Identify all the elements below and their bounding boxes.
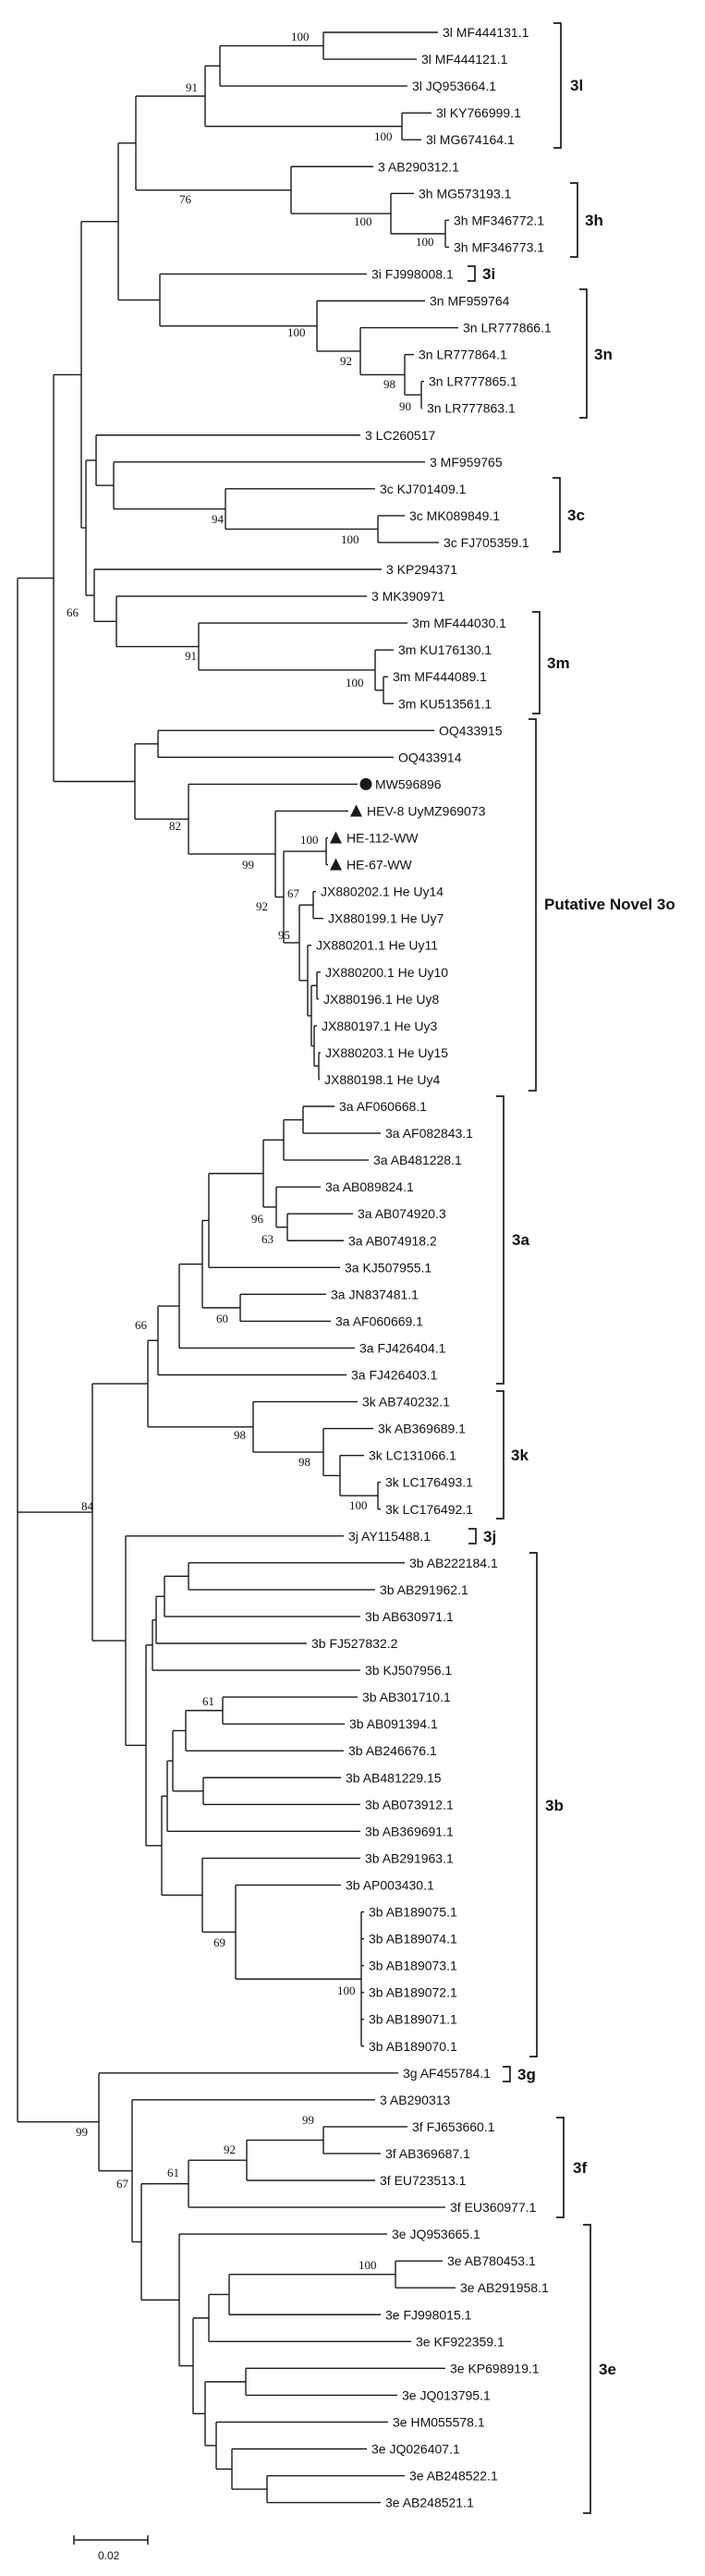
- taxon-label: 3e AB291958.1: [460, 2280, 549, 2296]
- taxon-label: 3b KJ507956.1: [365, 1663, 453, 1679]
- taxon-marker-triangle-icon: [330, 859, 342, 871]
- bootstrap-value: 100: [354, 214, 372, 228]
- taxon-label: 3e HM055578.1: [393, 2414, 485, 2430]
- clade-label: 3i: [482, 265, 496, 283]
- taxon-label: 3k LC131066.1: [369, 1447, 456, 1463]
- taxon-label: 3a AF060668.1: [339, 1099, 427, 1114]
- taxon-label: 3k AB369689.1: [378, 1421, 466, 1436]
- bootstrap-value: 66: [135, 1318, 147, 1332]
- taxon-label: 3b AB301710.1: [362, 1690, 451, 1705]
- taxon-label: 3b AB189072.1: [369, 1984, 457, 2000]
- clade-label: 3n: [594, 346, 613, 363]
- taxon-label: 3m KU513561.1: [398, 696, 492, 712]
- taxon-label: 3e KP698919.1: [450, 2361, 540, 2376]
- bootstrap-value: 100: [337, 1984, 356, 1997]
- taxon-label: 3b AP003430.1: [346, 1877, 434, 1893]
- bootstrap-value: 98: [383, 377, 395, 391]
- bootstrap-value: 100: [346, 676, 364, 690]
- bootstrap-value: 95: [278, 928, 290, 942]
- taxon-label: HEV-8 UyMZ969073: [367, 803, 486, 819]
- taxon-label: 3e AB248521.1: [385, 2495, 474, 2510]
- taxon-label: 3m KU176130.1: [398, 642, 492, 658]
- taxon-label: JX880199.1 He Uy7: [328, 910, 444, 926]
- taxon-label: JX880201.1 He Uy11: [316, 937, 439, 953]
- bootstrap-value: 99: [76, 2125, 88, 2139]
- clade-bracket: [529, 719, 536, 1091]
- taxon-label: MW596896: [375, 776, 442, 792]
- taxon-label: 3b AB291962.1: [380, 1581, 468, 1597]
- taxon-label: 3a AB481228.1: [373, 1153, 462, 1168]
- taxon-label: HE-67-WW: [346, 857, 412, 873]
- taxon-label: 3l JQ953664.1: [412, 79, 497, 94]
- taxon-label: 3b AB291963.1: [365, 1850, 454, 1866]
- taxon-label: 3c FJ705359.1: [444, 534, 529, 550]
- taxon-label: 3c MK089849.1: [409, 507, 501, 523]
- bootstrap-value: 69: [213, 1935, 225, 1949]
- taxon-label: HE-112-WW: [346, 830, 419, 846]
- bootstrap-value: 100: [374, 129, 393, 143]
- taxon-label: 3b AB189071.1: [369, 2011, 457, 2027]
- bootstrap-value: 66: [67, 605, 79, 619]
- taxon-label: JX880198.1 He Uy4: [324, 1071, 441, 1087]
- taxon-label: 3a JN837481.1: [331, 1287, 419, 1302]
- clade-bracket: [556, 2118, 564, 2217]
- taxon-label: 3 MF959765: [430, 454, 503, 470]
- bootstrap-value: 67: [116, 2177, 128, 2191]
- taxon-label: 3l MF444131.1: [443, 25, 529, 40]
- bootstrap-value: 94: [212, 512, 224, 526]
- taxon-label: 3l MF444121.1: [421, 52, 508, 67]
- bootstrap-value: 100: [349, 1498, 368, 1512]
- taxon-label: 3a FJ426403.1: [351, 1367, 438, 1383]
- clade-label: 3m: [547, 654, 570, 672]
- taxon-label: 3a AF082843.1: [385, 1126, 473, 1141]
- taxon-label: 3b AB222184.1: [409, 1555, 498, 1570]
- clade-bracket: [553, 23, 561, 148]
- taxon-label: 3n LR777866.1: [463, 320, 552, 336]
- taxon-label: 3n LR777865.1: [429, 373, 517, 389]
- taxon-label: 3 AB290312.1: [378, 159, 459, 175]
- taxon-label: 3b AB630971.1: [365, 1608, 454, 1624]
- bootstrap-value: 100: [341, 532, 359, 546]
- taxon-label: 3g AF455784.1: [403, 2065, 491, 2081]
- bootstrap-value: 100: [287, 325, 306, 339]
- bootstrap-value: 98: [234, 1428, 246, 1442]
- taxon-label: 3b AB091394.1: [349, 1716, 438, 1732]
- bootstrap-value: 60: [216, 1312, 228, 1325]
- clade-label: 3b: [545, 1797, 564, 1814]
- taxon-label: 3n LR777863.1: [427, 400, 516, 416]
- taxon-marker-triangle-icon: [330, 832, 342, 844]
- taxon-label: OQ433915: [439, 723, 503, 739]
- bootstrap-value: 82: [169, 819, 181, 833]
- clade-bracket: [532, 612, 540, 714]
- taxon-label: 3 AB290313: [380, 2092, 451, 2107]
- taxon-label: JX880196.1 He Uy8: [323, 991, 440, 1007]
- bootstrap-value: 61: [202, 1694, 214, 1708]
- clade-label: 3k: [511, 1447, 529, 1464]
- clade-bracket: [579, 289, 587, 418]
- taxon-label: JX880200.1 He Uy10: [325, 964, 449, 980]
- bootstrap-value: 90: [399, 399, 411, 413]
- bootstrap-value: 99: [242, 858, 254, 872]
- taxon-label: 3l KY766999.1: [436, 105, 521, 121]
- taxon-label: 3h MG573193.1: [419, 186, 512, 201]
- clade-label: 3j: [483, 1528, 497, 1545]
- bootstrap-value: 67: [287, 886, 299, 900]
- clade-bracket: [496, 1391, 504, 1519]
- taxon-label: 3k LC176493.1: [385, 1474, 473, 1490]
- taxon-label: 3b FJ527832.2: [311, 1636, 398, 1651]
- taxon-label: 3 LC260517: [365, 427, 436, 443]
- taxon-label: 3c KJ701409.1: [380, 481, 467, 496]
- taxon-label: 3b AB189073.1: [369, 1958, 457, 1973]
- taxon-label: 3h MF346773.1: [454, 239, 545, 255]
- bootstrap-value: 100: [300, 833, 319, 847]
- taxon-label: 3e AB780453.1: [447, 2253, 536, 2269]
- clade-label: 3h: [585, 212, 603, 229]
- bootstrap-value: 84: [81, 1499, 93, 1513]
- taxon-label: 3 MK390971: [371, 589, 445, 604]
- taxon-label: 3e AB248522.1: [409, 2468, 498, 2484]
- taxon-label: OQ433914: [398, 750, 462, 765]
- bootstrap-value: 96: [251, 1212, 263, 1226]
- taxon-label: 3e KF922359.1: [416, 2334, 504, 2350]
- taxon-marker-triangle-icon: [350, 804, 362, 816]
- bootstrap-value: 100: [416, 235, 434, 249]
- taxon-label: 3a AB074918.2: [348, 1233, 437, 1249]
- taxon-label: 3a AB089824.1: [325, 1179, 414, 1195]
- taxon-label: 3b AB246676.1: [348, 1743, 437, 1759]
- taxon-label: JX880203.1 He Uy15: [325, 1044, 449, 1060]
- clade-label: 3f: [573, 2159, 588, 2177]
- bootstrap-value: 100: [359, 2258, 377, 2272]
- taxon-label: 3e FJ998015.1: [385, 2307, 472, 2323]
- clade-label: 3a: [512, 1231, 529, 1249]
- clade-bracket: [570, 183, 577, 257]
- taxon-marker-circle-icon: [360, 778, 372, 790]
- taxon-label: 3b AB189070.1: [369, 2038, 457, 2054]
- clade-label: 3g: [517, 2066, 536, 2083]
- taxon-label: 3h MF346772.1: [454, 213, 545, 228]
- bootstrap-value: 99: [302, 2113, 314, 2127]
- clade-label: 3c: [567, 507, 585, 524]
- taxon-label: 3f EU723513.1: [380, 2173, 467, 2188]
- taxon-label: 3b AB189074.1: [369, 1931, 457, 1947]
- taxon-label: 3m MF444030.1: [412, 616, 506, 631]
- clade-bracket: [468, 1529, 476, 1544]
- taxon-label: 3 KP294371: [386, 562, 458, 577]
- taxon-label: 3f EU360977.1: [450, 2200, 537, 2216]
- taxon-label: 3f FJ653660.1: [412, 2118, 495, 2134]
- taxon-label: 3a AF060669.1: [335, 1313, 423, 1329]
- taxon-label: 3b AB369691.1: [365, 1824, 454, 1839]
- bootstrap-value: 61: [167, 2166, 179, 2179]
- bootstrap-value: 100: [291, 30, 310, 43]
- clade-label: 3e: [599, 2361, 616, 2378]
- taxon-label: 3a AB074920.3: [358, 1206, 446, 1222]
- taxon-label: 3f AB369687.1: [385, 2145, 470, 2161]
- taxon-label: 3b AB073912.1: [365, 1797, 454, 1813]
- clade-bracket: [468, 266, 475, 281]
- taxon-label: 3e JQ013795.1: [402, 2387, 491, 2403]
- bootstrap-value: 91: [185, 649, 197, 663]
- clade-bracket: [553, 478, 560, 552]
- bootstrap-value: 63: [261, 1232, 273, 1246]
- clade-label: Putative Novel 3o: [544, 896, 675, 913]
- taxon-label: 3j AY115488.1: [348, 1528, 432, 1544]
- bootstrap-value: 92: [256, 899, 268, 913]
- bootstrap-value: 92: [224, 2143, 236, 2156]
- taxon-label: 3b AB189075.1: [369, 1904, 457, 1920]
- taxon-label: 3n LR777864.1: [419, 347, 507, 362]
- bootstrap-value: 92: [340, 354, 352, 368]
- clade-bracket: [496, 1096, 504, 1384]
- taxon-label: 3m MF444089.1: [393, 669, 487, 685]
- bootstrap-value: 98: [298, 1455, 310, 1469]
- taxon-label: 3n MF959764: [430, 293, 510, 309]
- clade-label: 3l: [570, 77, 584, 94]
- clade-bracket: [529, 1553, 537, 2057]
- taxon-label: 3k AB740232.1: [362, 1394, 450, 1410]
- taxon-label: 3e JQ953665.1: [392, 2227, 480, 2242]
- taxon-label: 3a FJ426404.1: [359, 1340, 446, 1356]
- taxon-label: 3l MG674164.1: [426, 132, 515, 148]
- scale-bar-label: 0.02: [98, 2549, 120, 2562]
- bootstrap-value: 76: [179, 192, 191, 206]
- taxon-label: 3e JQ026407.1: [371, 2441, 460, 2457]
- taxon-label: 3k LC176492.1: [385, 1501, 473, 1517]
- taxon-label: JX880202.1 He Uy14: [321, 884, 444, 899]
- taxon-label: 3i FJ998008.1: [371, 266, 454, 282]
- clade-bracket: [583, 2225, 590, 2513]
- taxon-label: JX880197.1 He Uy3: [322, 1018, 438, 1033]
- clade-bracket: [503, 2067, 510, 2082]
- taxon-label: 3b AB481229.15: [346, 1770, 442, 1786]
- taxon-label: 3a KJ507955.1: [345, 1260, 432, 1276]
- bootstrap-value: 91: [186, 80, 198, 94]
